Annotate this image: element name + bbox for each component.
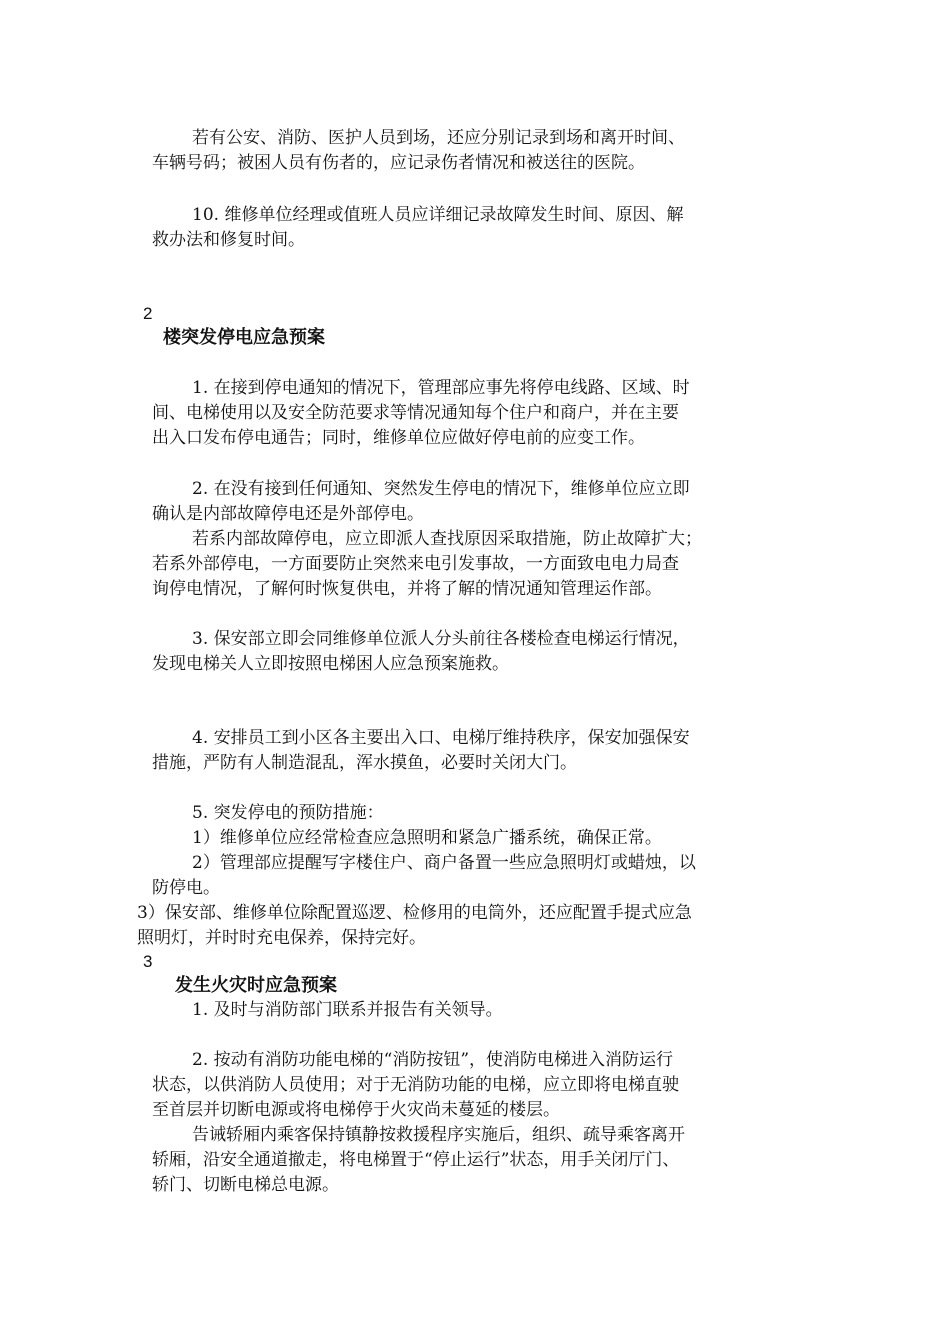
section-number: 3 [143,952,153,971]
section-title: 发生火灾时应急预案 [175,975,337,996]
paragraph-line: 4. 安排员工到小区各主要出入口、电梯厅维持秩序，保安加强保安 [192,728,690,748]
paragraph-line: 救办法和修复时间。 [152,230,305,250]
section-number: 2 [143,304,153,323]
paragraph-line: 确认是内部故障停电还是外部停电。 [152,504,424,524]
paragraph-line: 1. 及时与消防部门联系并报告有关领导。 [192,1000,503,1020]
paragraph-line: 告诫轿厢内乘客保持镇静按救援程序实施后，组织、疏导乘客离开 [192,1125,685,1145]
paragraph-line: 1）维修单位应经常检查应急照明和紧急广播系统，确保正常。 [192,828,662,848]
paragraph-line: 1. 在接到停电通知的情况下，管理部应事先将停电线路、区域、时 [192,378,690,398]
paragraph-line: 状态，以供消防人员使用；对于无消防功能的电梯，应立即将电梯直驶 [152,1075,679,1095]
paragraph-line: 2）管理部应提醒写字楼住户、商户备置一些应急照明灯或蜡烛，以 [192,853,696,873]
paragraph-line: 至首层并切断电源或将电梯停于火灾尚未蔓延的楼层。 [152,1100,560,1120]
paragraph-line: 间、电梯使用以及安全防范要求等情况通知每个住户和商户，并在主要 [152,403,679,423]
paragraph-line: 3）保安部、维修单位除配置巡逻、检修用的电筒外，还应配置手提式应急 [137,903,692,923]
paragraph-line: 照明灯，并时时充电保养，保持完好。 [137,928,426,948]
paragraph-line: 措施，严防有人制造混乱，浑水摸鱼，必要时关闭大门。 [152,753,577,773]
paragraph-line: 询停电情况，了解何时恢复供电，并将了解的情况通知管理运作部。 [152,579,662,599]
paragraph-line: 轿厢，沿安全通道撤走，将电梯置于“停止运行”状态，用手关闭厅门、 [152,1150,680,1170]
paragraph-line: 若系内部故障停电，应立即派人查找原因采取措施，防止故障扩大； [192,529,702,549]
paragraph-line: 3. 保安部立即会同维修单位派人分头前往各楼检查电梯运行情况， [192,629,690,649]
paragraph-line: 防停电。 [152,878,220,898]
paragraph-line: 发现电梯关人立即按照电梯困人应急预案施救。 [152,654,509,674]
paragraph-line: 2. 在没有接到任何通知、突然发生停电的情况下，维修单位应立即 [192,479,690,499]
paragraph-line: 若系外部停电，一方面要防止突然来电引发事故，一方面致电电力局查 [152,554,679,574]
paragraph-line: 轿门、切断电梯总电源。 [152,1175,339,1195]
paragraph-line: 5. 突发停电的预防措施： [192,803,384,823]
paragraph-line: 若有公安、消防、医护人员到场，还应分别记录到场和离开时间、 [192,128,685,148]
paragraph-line: 出入口发布停电通告；同时，维修单位应做好停电前的应变工作。 [152,428,645,448]
section-title: 楼突发停电应急预案 [163,327,325,348]
paragraph-line: 10. 维修单位经理或值班人员应详细记录故障发生时间、原因、解 [192,205,684,225]
paragraph-line: 车辆号码；被困人员有伤者的，应记录伤者情况和被送往的医院。 [152,153,645,173]
paragraph-line: 2. 按动有消防功能电梯的“消防按钮”，使消防电梯进入消防运行 [192,1050,674,1070]
